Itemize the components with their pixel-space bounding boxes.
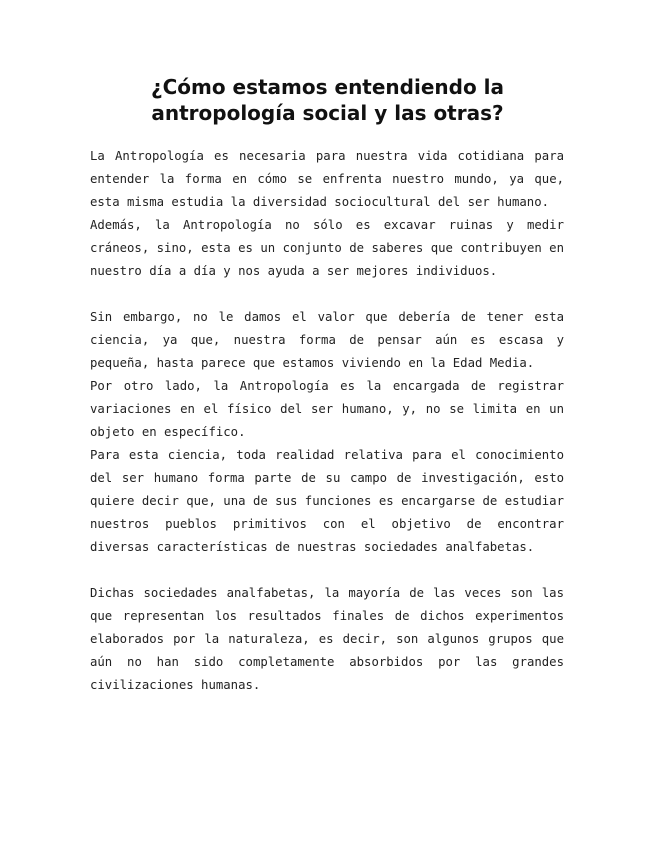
paragraph-3: Sin embargo, no le damos el valor que debería de tener esta ciencia, ya que, nuestra forma de pensar aún es escasa y pequeña, hasta parece que estamos viviendo en la Edad Media. xyxy=(90,310,564,370)
paragraph-gap xyxy=(90,283,564,306)
document-body xyxy=(90,145,564,697)
paragraph-gap xyxy=(90,559,564,582)
paragraph-5: Para esta ciencia, toda realidad relativa para el conocimiento del ser humano forma parte de su campo de investigación, esto quiere decir que, una de sus funciones es encargarse de estudiar nuestros pueblos primitivos con el objetivo de encontrar diversas características de nuestras sociedades analfabetas. xyxy=(90,448,564,554)
paragraph-2: Además, la Antropología no sólo es excavar ruinas y medir cráneos, sino, esta es un conjunto de saberes que contribuyen en nuestro día a día y nos ayuda a ser mejores individuos. xyxy=(90,218,564,278)
paragraph-6: Dichas sociedades analfabetas, la mayoría de las veces son las que representan los resultados finales de dichos experimentos elaborados por la naturaleza, es decir, son algunos grupos que aún no han sido completamente absorbidos por las grandes civilizaciones humanas. xyxy=(90,586,564,692)
paragraph-1: La Antropología es necesaria para nuestra vida cotidiana para entender la forma en cómo se enfrenta nuestro mundo, ya que, esta misma estudia la diversidad sociocultural del ser humano. xyxy=(90,149,564,209)
title-line-2: antropología social y las otras? xyxy=(151,101,504,125)
document-title xyxy=(60,74,595,126)
title-line-1: ¿Cómo estamos entendiendo la xyxy=(150,75,505,99)
paragraph-4: Por otro lado, la Antropología es la encargada de registrar variaciones en el físico del ser humano, y, no se limita en un objeto en específico. xyxy=(90,379,564,439)
